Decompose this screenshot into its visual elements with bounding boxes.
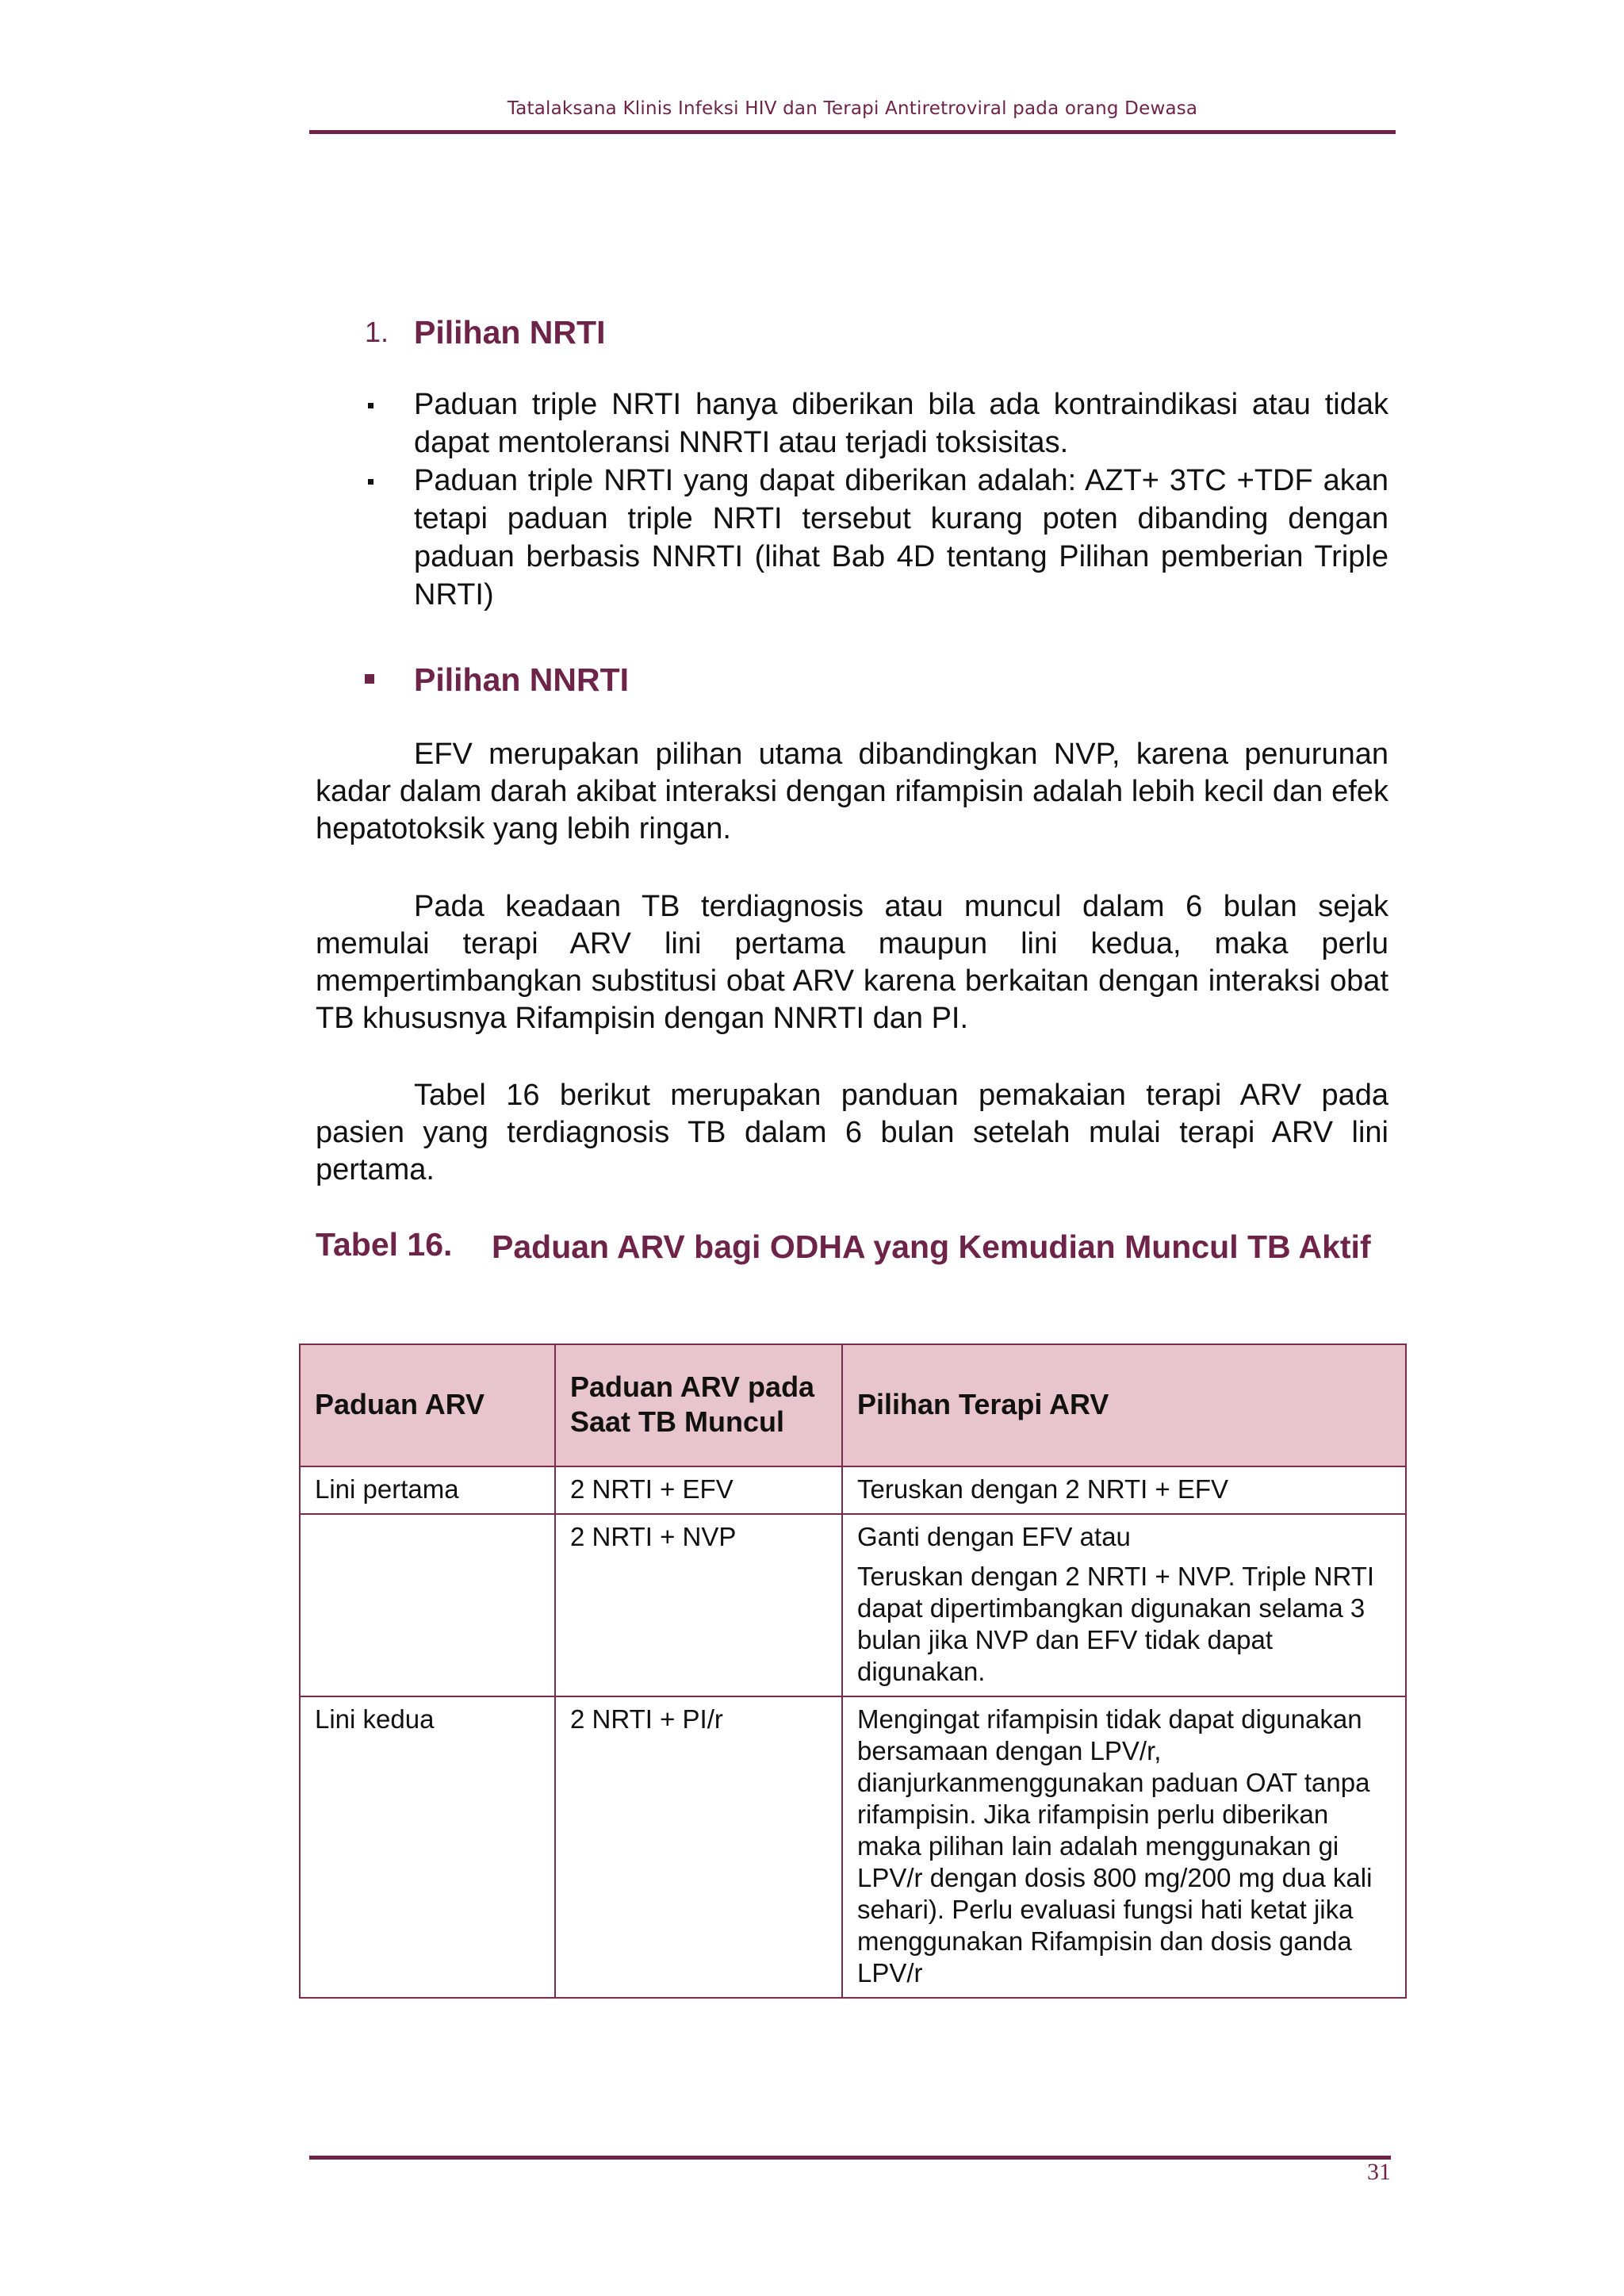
table-caption-title: Paduan ARV bagi ODHA yang Kemudian Muncul TB Aktif (492, 1228, 1371, 1265)
footer-rule (309, 2156, 1391, 2160)
page-number: 31 (1367, 2159, 1391, 2185)
table-cell: Teruskan dengan 2 NRTI + EFV (842, 1466, 1406, 1514)
table-cell (300, 1514, 555, 1696)
header-rule (309, 130, 1396, 134)
arv-table (299, 1343, 1407, 1999)
section-heading-nrti: Pilihan NRTI (414, 314, 606, 351)
paragraph: Pada keadaan TB terdiagnosis atau muncul dalam 6 bulan sejak memulai terapi ARV lini pertama maupun lini kedua, maka perlu mempertimbangkan substitusi obat ARV karena berkaitan dengan interaksi obat TB khususnya Rifampisin dengan NNRTI dan PI. (316, 890, 1388, 1035)
nrti-bullet-list (414, 385, 1388, 614)
table-cell: 2 NRTI + NVP (555, 1514, 842, 1696)
column-header: Paduan ARV pada Saat TB Muncul (555, 1344, 842, 1466)
paragraph: Tabel 16 berikut merupakan panduan pemakaian terapi ARV pada pasien yang terdiagnosis TB dalam 6 bulan setelah mulai terapi ARV lini pertama. (316, 1079, 1388, 1186)
section-heading-nnrti: Pilihan NNRTI (414, 661, 630, 698)
table-cell: Lini kedua (300, 1696, 555, 1998)
table-cell (842, 1514, 1406, 1696)
table-header-row (300, 1344, 1406, 1466)
column-header: Pilihan Terapi ARV (842, 1344, 1406, 1466)
section-number: 1. (365, 316, 389, 348)
table-row (300, 1466, 1406, 1514)
cell-text: Ganti dengan EFV atau (857, 1522, 1131, 1551)
cell-text: Teruskan dengan 2 NRTI + NVP. Triple NRTI dapat dipertimbangkan digunakan selama 3 bulan jika NVP dan EFV tidak dapat digunakan. (857, 1562, 1375, 1686)
heading-bullet-icon (365, 674, 374, 684)
table-caption-number: Tabel 16. (316, 1226, 453, 1263)
list-item: Paduan triple NRTI yang dapat diberikan adalah: AZT+ 3TC +TDF akan tetapi paduan triple NRTI tersebut kurang poten dibanding dengan paduan berbasis NNRTI (lihat Bab 4D tentang Pilihan pemberian Triple NRTI) (414, 462, 1388, 614)
running-header: Tatalaksana Klinis Infeksi HIV dan Terapi Antiretroviral pada orang Dewasa (507, 98, 1198, 119)
column-header: Paduan ARV (300, 1344, 555, 1466)
table-row (300, 1696, 1406, 1998)
table-cell: 2 NRTI + EFV (555, 1466, 842, 1514)
paragraph: EFV merupakan pilihan utama dibandingkan NVP, karena penurunan kadar dalam darah akibat interaksi dengan rifampisin adalah lebih kecil dan efek hepatotoksik yang lebih ringan. (316, 738, 1388, 845)
list-item: Paduan triple NRTI hanya diberikan bila ada kontraindikasi atau tidak dapat mentoleransi NNRTI atau terjadi toksisitas. (414, 385, 1388, 462)
table-cell: 2 NRTI + PI/r (555, 1696, 842, 1998)
table-cell: Mengingat rifampisin tidak dapat digunakan bersamaan dengan LPV/r, dianjurkanmenggunakan paduan OAT tanpa rifampisin. Jika rifampisin perlu diberikan maka pilihan lain adalah menggunakan gi LPV/r dengan dosis 800 mg/200 mg dua kali sehari). Perlu evaluasi fungsi hati ketat jika menggunakan Rifampisin dan dosis ganda LPV/r (842, 1696, 1406, 1998)
table-row (300, 1514, 1406, 1696)
table-cell: Lini pertama (300, 1466, 555, 1514)
